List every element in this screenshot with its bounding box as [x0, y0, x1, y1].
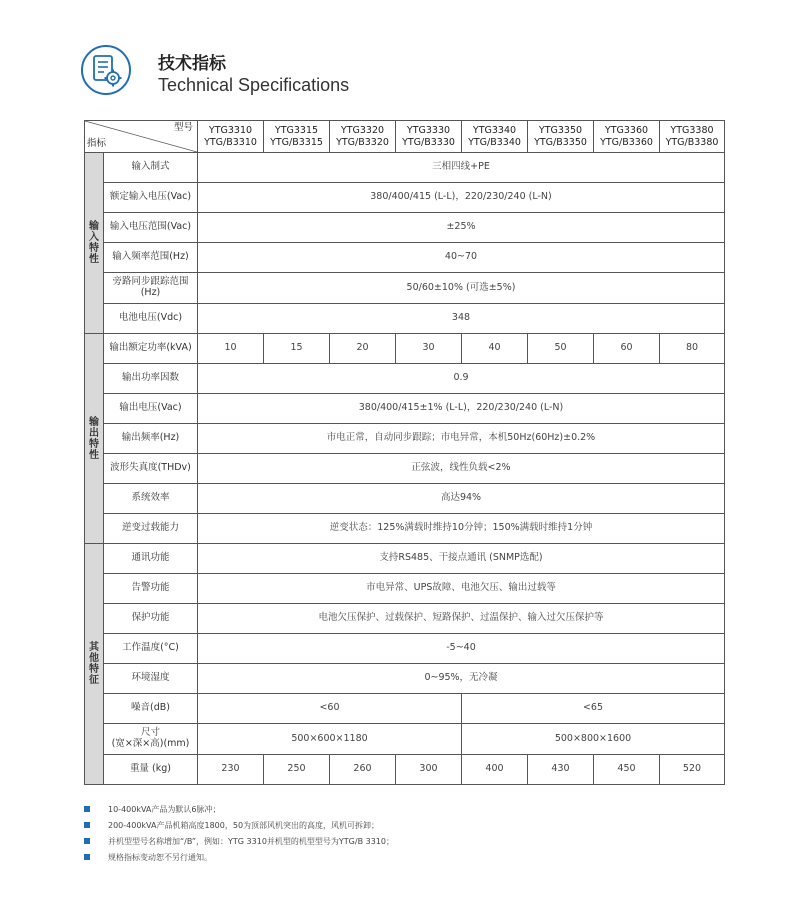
row-value: 380/400/415±1% (L-L)，220/230/240 (L-N) [198, 394, 725, 424]
row-value: 市电异常、UPS故障、电池欠压、输出过载等 [198, 574, 725, 604]
model-header: YTG3360 YTG/B3360 [594, 121, 660, 153]
row-label: 保护功能 [104, 604, 198, 634]
power-value: 40 [462, 334, 528, 364]
power-value: 15 [264, 334, 330, 364]
model-header: YTG3320 YTG/B3320 [330, 121, 396, 153]
table-row [85, 604, 725, 634]
size-value-small: 500×600×1180 [198, 724, 462, 755]
row-value: 三相四线+PE [198, 153, 725, 183]
table-row [85, 454, 725, 484]
header-row [85, 121, 725, 153]
model-header: YTG3330 YTG/B3330 [396, 121, 462, 153]
row-value: 逆变状态：125%满载时维持10分钟；150%满载时维持1分钟 [198, 514, 725, 544]
row-label: 输入电压范围(Vac) [104, 213, 198, 243]
table-row [85, 304, 725, 334]
weight-value: 400 [462, 755, 528, 785]
row-label: 告警功能 [104, 574, 198, 604]
row-label: 重量 (kg) [104, 755, 198, 785]
table-row [85, 213, 725, 243]
bullet-square-icon [84, 838, 90, 844]
note-item: 10-400kVA产品为默认6脉冲； [84, 803, 724, 819]
row-label: 系统效率 [104, 484, 198, 514]
row-label: 输出额定功率(kVA) [104, 334, 198, 364]
row-value: 40~70 [198, 243, 725, 273]
spec-table [84, 120, 725, 785]
row-label: 工作温度(°C) [104, 634, 198, 664]
group-output-label: 输 出 特 性 [85, 334, 104, 544]
row-label: 噪音(dB) [104, 694, 198, 724]
weight-value: 250 [264, 755, 330, 785]
row-label: 尺寸 (宽×深×高)(mm) [104, 724, 198, 755]
row-value: 电池欠压保护、过载保护、短路保护、过温保护、输入过欠压保护等 [198, 604, 725, 634]
title-chinese: 技术指标 [158, 54, 226, 74]
table-row [85, 183, 725, 213]
table-row [85, 544, 725, 574]
row-label: 输出功率因数 [104, 364, 198, 394]
row-value: 市电正常，自动同步跟踪；市电异常，本机50Hz(60Hz)±0.2% [198, 424, 725, 454]
bullet-square-icon [84, 854, 90, 860]
table-row [85, 243, 725, 273]
power-value: 20 [330, 334, 396, 364]
table-row [85, 364, 725, 394]
table-row [85, 153, 725, 183]
table-row [85, 694, 725, 724]
power-value: 60 [594, 334, 660, 364]
bullet-square-icon [84, 806, 90, 812]
table-row [85, 755, 725, 785]
note-item: 200-400kVA产品机箱高度1800，50为顶部风机突出的高度，风机可拆卸； [84, 819, 724, 835]
notes-list [84, 803, 724, 867]
row-label: 环境湿度 [104, 664, 198, 694]
corner-cell [85, 121, 198, 153]
row-value: 50/60±10% (可选±5%) [198, 273, 725, 304]
weight-value: 230 [198, 755, 264, 785]
row-label: 额定输入电压(Vac) [104, 183, 198, 213]
note-item: 规格指标变动恕不另行通知。 [84, 851, 724, 867]
model-header: YTG3315 YTG/B3315 [264, 121, 330, 153]
row-value: 348 [198, 304, 725, 334]
weight-value: 300 [396, 755, 462, 785]
power-value: 10 [198, 334, 264, 364]
model-header: YTG3340 YTG/B3340 [462, 121, 528, 153]
note-item: 并机型型号名称增加“/B”，例如：YTG 3310并机型的机型型号为YTG/B 3310； [84, 835, 724, 851]
table-row [85, 664, 725, 694]
row-label: 输出电压(Vac) [104, 394, 198, 424]
table-row [85, 273, 725, 304]
table-row [85, 634, 725, 664]
corner-model-label: 型号 [173, 122, 193, 133]
row-value: 0.9 [198, 364, 725, 394]
table-row [85, 334, 725, 364]
row-value: ±25% [198, 213, 725, 243]
spec-document-gear-icon [80, 44, 132, 96]
weight-value: 430 [528, 755, 594, 785]
row-value: 支持RS485、干接点通讯 (SNMP选配) [198, 544, 725, 574]
size-value-large: 500×800×1600 [462, 724, 725, 755]
row-value: 高达94% [198, 484, 725, 514]
row-label: 输入制式 [104, 153, 198, 183]
group-input-label: 输 入 特 性 [85, 153, 104, 334]
row-label: 输入频率范围(Hz) [104, 243, 198, 273]
power-value: 50 [528, 334, 594, 364]
corner-spec-label: 指标 [87, 138, 107, 150]
row-value: -5~40 [198, 634, 725, 664]
row-value: 正弦波，线性负载<2% [198, 454, 725, 484]
row-value: 0~95%，无冷凝 [198, 664, 725, 694]
model-header: YTG3310 YTG/B3310 [198, 121, 264, 153]
row-label: 电池电压(Vdc) [104, 304, 198, 334]
row-value: 380/400/415 (L-L)，220/230/240 (L-N) [198, 183, 725, 213]
table-row [85, 514, 725, 544]
bullet-square-icon [84, 822, 90, 828]
row-label: 输出频率(Hz) [104, 424, 198, 454]
noise-value-small: <60 [198, 694, 462, 724]
table-row [85, 424, 725, 454]
weight-value: 450 [594, 755, 660, 785]
noise-value-large: <65 [462, 694, 725, 724]
row-label: 通讯功能 [104, 544, 198, 574]
table-row [85, 574, 725, 604]
power-value: 80 [660, 334, 725, 364]
row-label: 旁路同步跟踪范围(Hz) [104, 273, 198, 304]
power-value: 30 [396, 334, 462, 364]
table-row [85, 484, 725, 514]
title-english: Technical Specifications [158, 75, 350, 95]
table-row [85, 724, 725, 755]
row-label: 逆变过载能力 [104, 514, 198, 544]
table-row [85, 394, 725, 424]
model-header: YTG3350 YTG/B3350 [528, 121, 594, 153]
row-label: 波形失真度(THDv) [104, 454, 198, 484]
group-other-label: 其 他 特 征 [85, 544, 104, 785]
model-header: YTG3380 YTG/B3380 [660, 121, 725, 153]
weight-value: 520 [660, 755, 725, 785]
weight-value: 260 [330, 755, 396, 785]
